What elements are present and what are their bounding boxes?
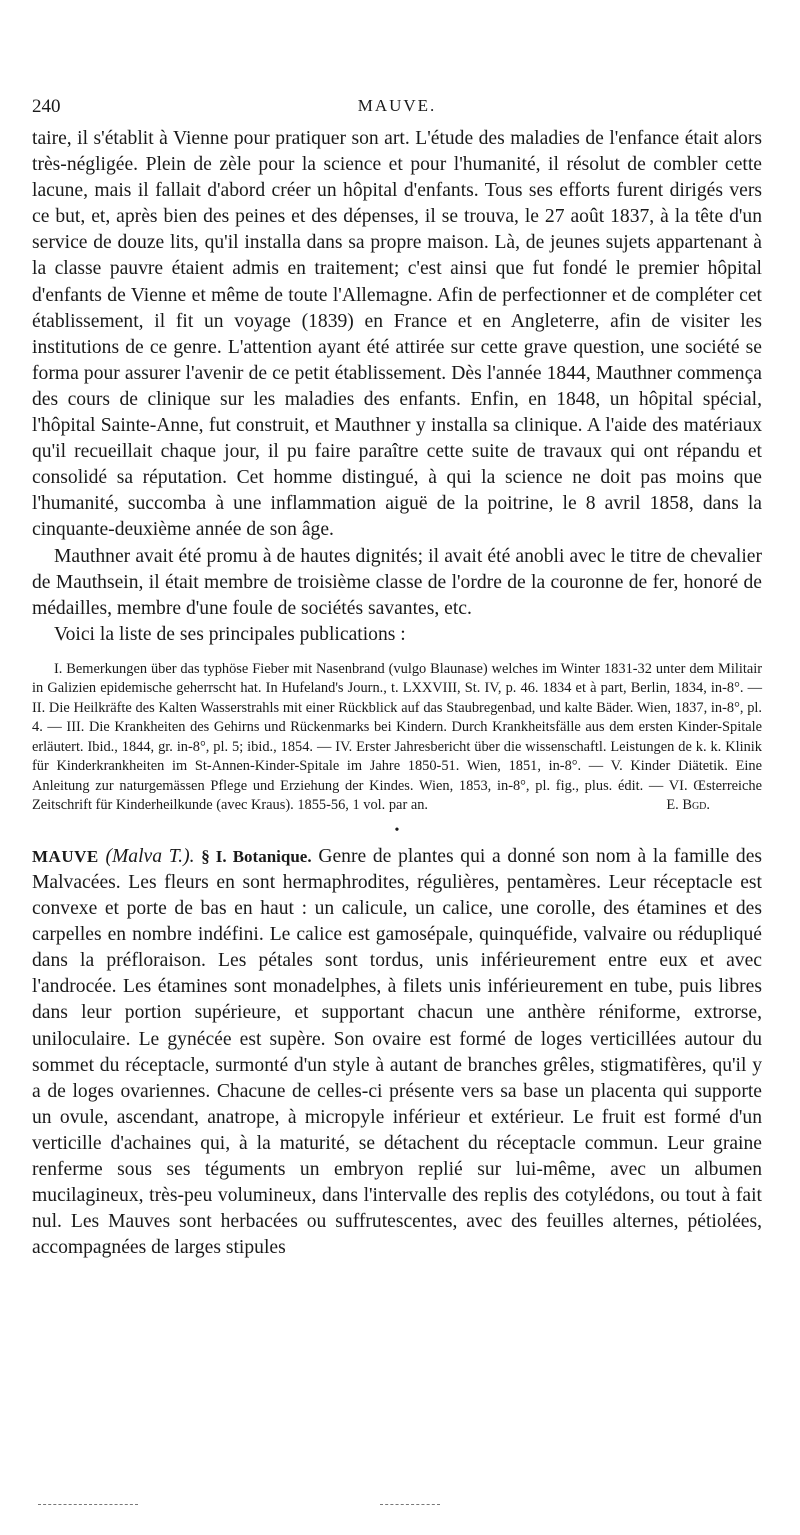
entry-separator: • [394, 822, 400, 838]
entry-text: Genre de plantes qui a donné son nom à la famille des Malvacées. Les fleurs en sont hermaphrodites, régulières, pentamères. Leur réceptacle est convexe et porte de bas en haut : un calicule, un calice, une corolle, des étamines et des carpelles en nombre indéfini. Le calice est gamosépale, quinquéfide, valvaire ou rédupliqué dans la préfloraison. Les pétales sont tordus, unis inférieurement entre eux et avec l'androcée. Les étamines sont monadelphes, à filets unis inférieurement en tube, puis libres dans leur portion supérieure, et supportant chacun une anthère réniforme, extrorse, uniloculaire. Le gynécée est supère. Son ovaire est formé de loges verticillées autour du sommet du réceptacle, surmonté d'un style à autant de branches grêles, stigmatifères, qu'il y a de loges ovariennes. Chacune de celles-ci présente vers sa base un placenta qui supporte un ovule, ascendant, anatrope, à micropyle inférieur et extérieur. Le fruit est formé d'un verticille d'achaines qui, à la maturité, se détachent du réceptacle commun. Leur graine renferme sous ses téguments un embryon replié sur lui-même, avec un albumen mucilagineux, très-peu volumineux, dans l'intervalle des replis des cotylédons, ou tout à fait nul. Les Mauves sont herbacées ou suffrutescentes, avec des feuilles alternes, pétiolées, accompagnées de larges stipules [32, 845, 763, 1259]
author-signature: E. Bgd. [666, 797, 710, 814]
footer-rule [38, 1504, 138, 1505]
running-title: MAUVE. [357, 96, 437, 115]
entry-headword: MAUVE [32, 846, 99, 866]
footer-rule-secondary [380, 1504, 440, 1505]
paragraph-publications-intro: Voici la liste de ses principales publications : [54, 623, 406, 645]
entry-mauve [32, 844, 762, 1262]
paragraph-honors: Mauthner avait été promu à de hautes dignités; il avait été anobli avec le titre de chevalier de Mauthsein, il était membre de troisième classe de l'ordre de la couronne de fer, honoré de médailles, membre d'une foule de sociétés savantes, etc. [32, 545, 762, 619]
article-body [32, 126, 762, 1261]
page-header [32, 96, 762, 122]
paragraph-biography: taire, il s'établit à Vienne pour pratiquer son art. L'étude des maladies de l'enfance était alors très-négligée. Plein de zèle pour la science et pour l'humanité, il résolut de combler cette lacune, mais il fallait d'abord créer un hôpital d'enfants. Tous ses efforts furent dirigés vers ce but, et, après bien des peines et des dépenses, il se trouva, le 27 août 1837, à la tête d'un service de douze lits, qu'il installa dans sa propre maison. Là, de jeunes sujets appartenant à la classe pauvre étaient admis en traitement; c'est ainsi que fut fondé le premier hôpital d'enfants de Vienne et même de toute l'Allemagne. Afin de perfectionner et de compléter cet établissement, il fit un voyage (1839) en France et en Angleterre, afin de visiter les institutions de ce genre. L'attention ayant été attirée sur cette grave question, une société se forma pour assurer l'avenir de ce petit établissement. Dès l'année 1844, Mauthner commença des cours de clinique sur les maladies des enfants. Enfin, en 1848, un hôpital spécial, l'hôpital Sainte-Anne, fut construit, et Mauthner y installa sa clinique. A l'aide des matériaux qu'il recueillait chaque jour, il pu faire paraître cette suite de travaux qui ont répandu et consolidé sa réputation. Cet homme distingué, à qui la science ne doit pas moins que l'humanité, succomba à une inflammation aiguë de la poitrine, le 8 avril 1858, dans la cinquante-deuxième année de son âge. [32, 128, 762, 541]
bibliography-text: I. Bemerkungen über das typhöse Fieber mit Nasenbrand (vulgo Blaunase) welches im Winter 1831-32 unter dem Militair in Galizien epidemische geherrscht hat. In Hufeland's Journ., t. LXXVIII, St. IV, p. 46. 1834 et à part, Berlin, 1834, in-8°. — II. Die Heilkräfte des Kalten Wasserstrahls mit einer Rückblick auf das Staubregenbad, und kalte Bäder. Wien, 1837, in-8°, pl. 4. — III. Die Krankheiten des Gehirns und Rückenmarks bei Kindern. Durch Krankheitsfälle aus dem ersten Kinder-Spitale erläutert. Ibid., 1844, gr. in-8°, pl. 5; ibid., 1854. — IV. Erster Jahresbericht über die wissenschaftl. Leistungen de k. k. Klinik für Kinderkrankheiten im St-Annen-Kinder-Spitale im Jahre 1850-51. Wien, 1851, in-8°. — V. Kinder Diätetik. Eine Anleitung zur naturgemässen Pflege und Erziehung der Kindes. Wien, 1853, in-8°, pl. fig., plus. édit. — VI. Œsterreiche Zeitschrift für Kinderheilkunde (avec Kraus). 1855-56, 1 vol. par an. [32, 660, 762, 814]
section-heading: § I. Botanique. [201, 846, 312, 866]
bibliography-list [32, 660, 762, 816]
page-number: 240 [32, 96, 61, 117]
entry-latin-name: (Malva T.). [105, 845, 195, 867]
